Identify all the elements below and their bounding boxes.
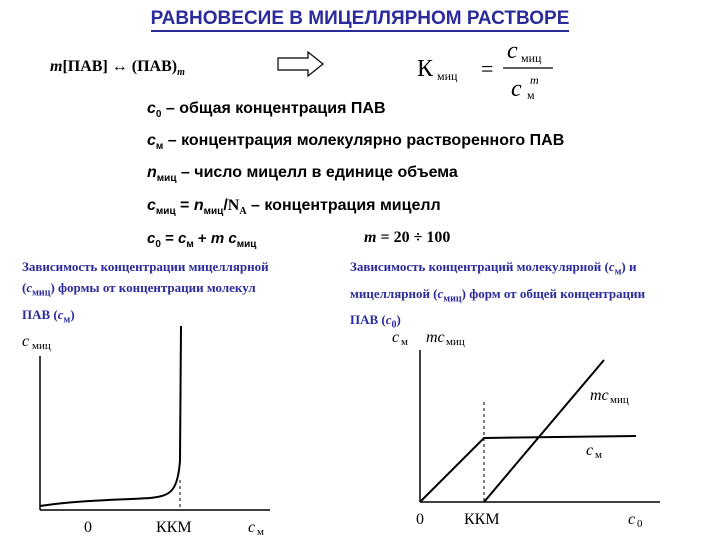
svg-text:миц: миц: [610, 394, 629, 406]
graph2-y-label-cm: c: [392, 329, 400, 346]
svg-text:м: м: [595, 449, 602, 461]
k-micelle-formula: [415, 32, 565, 102]
graph2-kkm-label: ККМ: [464, 511, 500, 528]
right-arrow-icon: [276, 50, 326, 78]
page-title: РАВНОВЕСИЕ В МИЦЕЛЛЯРНОМ РАСТВОРЕ: [0, 8, 720, 30]
graph1-x-label: c: [248, 519, 256, 536]
definition-c0: $c_0$ – общая концентрация ПАВ: [147, 100, 386, 121]
svg-text:с: с: [507, 38, 518, 64]
svg-text:=: =: [481, 56, 494, 81]
definition-cmic: $c_{миц} = n_{миц}/N_A$ – концентрация мицелл: [147, 196, 441, 217]
mass-balance-equation: $c_0 = c_м + m$ $c_{миц}$: [147, 230, 257, 250]
graph1-origin: 0: [84, 519, 92, 536]
graph1-y-label: c: [22, 333, 30, 350]
definitions-list: [147, 96, 564, 225]
svg-text:миц: миц: [521, 51, 542, 65]
graph2-caption: Зависимость концентраций молекулярной $(c_м)$ и мицеллярной $(c_{миц})$ форм от общей концентрации ПАВ $(c_0)$: [350, 259, 646, 331]
graph2-cm-label: c: [586, 442, 594, 459]
aggregation-number-range: m = 20 ÷ 100: [364, 229, 451, 246]
double-arrow-icon: ↔: [111, 58, 128, 75]
definition-cm: $c_м$ – концентрация молекулярно растворенного ПАВ: [147, 132, 565, 153]
svg-text:м: м: [527, 88, 535, 102]
graph2-cm-line: [420, 436, 636, 502]
graph2-concentrations-vs-total: [380, 320, 710, 540]
svg-text:миц: миц: [446, 336, 465, 348]
equilibrium-equation: m[ПАВ] ↔ $(ПАВ)_m$: [50, 58, 185, 79]
graph1-kkm-label: ККМ: [156, 519, 192, 536]
svg-text:м: м: [257, 526, 264, 538]
graph1-curve: [40, 326, 181, 506]
graph1-caption: Зависимость концентрации мицеллярной $(c_{миц})$ формы от концентрации молекул ПАВ $(c_м)$: [22, 259, 269, 326]
graph2-x-label: c: [628, 511, 636, 528]
graph2-y-label-mcmic: mc: [426, 329, 445, 346]
svg-text:m: m: [530, 73, 539, 87]
graph2-origin: 0: [416, 511, 424, 528]
svg-text:0: 0: [637, 518, 643, 530]
svg-text:К: К: [417, 56, 434, 82]
svg-text:миц: миц: [32, 340, 51, 352]
graph2-mcmic-label: mc: [590, 387, 609, 404]
svg-text:с: с: [511, 76, 522, 102]
svg-text:миц: миц: [437, 69, 458, 83]
graph2-mcmic-line: [484, 360, 604, 502]
svg-text:м: м: [401, 336, 408, 348]
definition-nmic: $n_{миц}$ – число мицелл в единице объема: [147, 164, 458, 185]
graph1-micelle-vs-molecular: [0, 320, 330, 540]
